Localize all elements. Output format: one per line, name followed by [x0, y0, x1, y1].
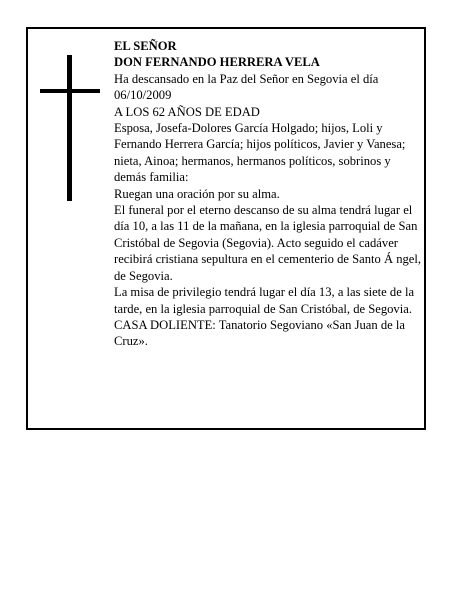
- funeral-details: El funeral por el eterno descanso de su alma tendrá lugar el día 10, a las 11 de la mañana, en la iglesia parroquial de San Cristóbal de Segovia (Segovia). Acto seguido el cadáver recibirá cristiana sepultura en el cementerio de Santo Á ngel, de Segovia.: [114, 203, 422, 283]
- cross-vertical-bar: [67, 55, 72, 201]
- mass-details: La misa de privilegio tendrá lugar el día 13, a las siete de la tarde, en la iglesia parroquial de San Cristóbal, de Segovia.: [114, 285, 415, 316]
- cross-icon: [40, 55, 100, 201]
- prayer-request: Ruegan una oración por su alma.: [114, 186, 280, 201]
- cross-horizontal-bar: [40, 89, 100, 93]
- title-line-1: EL SEÑOR: [114, 39, 177, 53]
- notice-text: [114, 38, 424, 350]
- rest-statement: Ha descansado en la Paz del Señor en Segovia el día 06/10/2009: [114, 71, 379, 103]
- age-line: A LOS 62 AÑOS DE EDAD: [114, 104, 260, 119]
- family-list: Esposa, Josefa-Dolores García Holgado; hijos, Loli y Fernando Herrera García; hijos políticos, Javier y Vanesa; nieta, Ainoa; hermanos, hermanos políticos, sobrinos y demás familia:: [114, 121, 406, 185]
- deceased-name: DON FERNANDO HERRERA VELA: [114, 55, 320, 70]
- obituary-notice: [26, 27, 426, 430]
- mourning-house: CASA DOLIENTE: Tanatorio Segoviano «San Juan de la Cruz».: [114, 317, 405, 349]
